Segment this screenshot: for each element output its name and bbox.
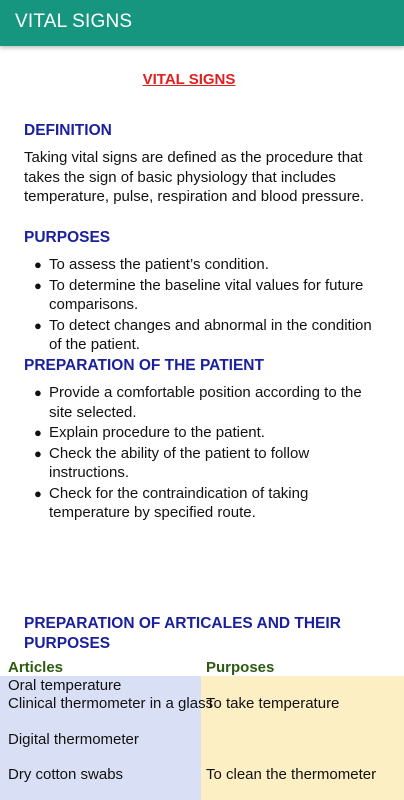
bullet-icon: ●: [34, 257, 42, 272]
article-cell-text: Digital thermometer: [8, 731, 139, 748]
article-cell-text: Dry cotton swabs: [8, 766, 124, 783]
list-item-text: To determine the baseline vital values for future comparisons.: [49, 276, 364, 313]
purposes-list: [30, 255, 378, 356]
preparation-articles-heading: PREPARATION OF ARTICALES AND THEIR PURPOSES: [24, 615, 341, 652]
bullet-icon: ●: [34, 317, 42, 333]
list-item-text: Provide a comfortable position according to the site selected.: [49, 384, 362, 421]
bullet-icon: ●: [34, 485, 42, 501]
app-bar-title: VITAL SIGNS: [15, 11, 133, 32]
bullet-icon: ●: [34, 385, 42, 400]
article-cell-text: Oral temperature: [8, 677, 122, 694]
document-title: VITAL SIGNS: [142, 71, 236, 88]
list-item: [30, 276, 378, 315]
bullet-icon: ●: [34, 425, 42, 440]
bullet-icon: ●: [34, 445, 42, 461]
bullet-icon: ●: [34, 277, 42, 293]
purpose-cell-text: To take temperature: [206, 695, 340, 712]
purposes-heading: PURPOSES: [24, 229, 111, 246]
definition-text: Taking vital signs are defined as the procedure that takes the sign of basic physiology that includes temperature, pulse, respiration and blood pressure.: [24, 149, 365, 205]
list-item: [30, 423, 378, 443]
list-item-text: To assess the patient’s condition.: [49, 256, 269, 273]
purposes-column-header: Purposes: [206, 659, 275, 676]
list-item: [30, 484, 378, 523]
list-item: [30, 383, 378, 422]
list-item-text: To detect changes and abnormal in the condition of the patient.: [49, 316, 372, 353]
list-item-text: Check the ability of the patient to follow instructions.: [49, 444, 310, 481]
articles-column-header: Articles: [8, 659, 64, 676]
articles-table: [0, 656, 404, 800]
app-bar: [0, 0, 404, 46]
definition-heading: DEFINITION: [24, 122, 112, 139]
list-item: [30, 444, 378, 483]
list-item: [30, 255, 378, 275]
preparation-patient-heading: PREPARATION OF THE PATIENT: [24, 357, 264, 374]
purpose-cell-text: To clean the thermometer: [206, 766, 377, 783]
preparation-patient-list: [30, 383, 378, 524]
list-item-text: Check for the contraindication of taking temperature by specified route.: [49, 484, 309, 521]
article-cell-text: Clinical thermometer in a glass: [8, 695, 214, 712]
list-item-text: Explain procedure to the patient.: [49, 424, 265, 441]
list-item: [30, 316, 378, 355]
